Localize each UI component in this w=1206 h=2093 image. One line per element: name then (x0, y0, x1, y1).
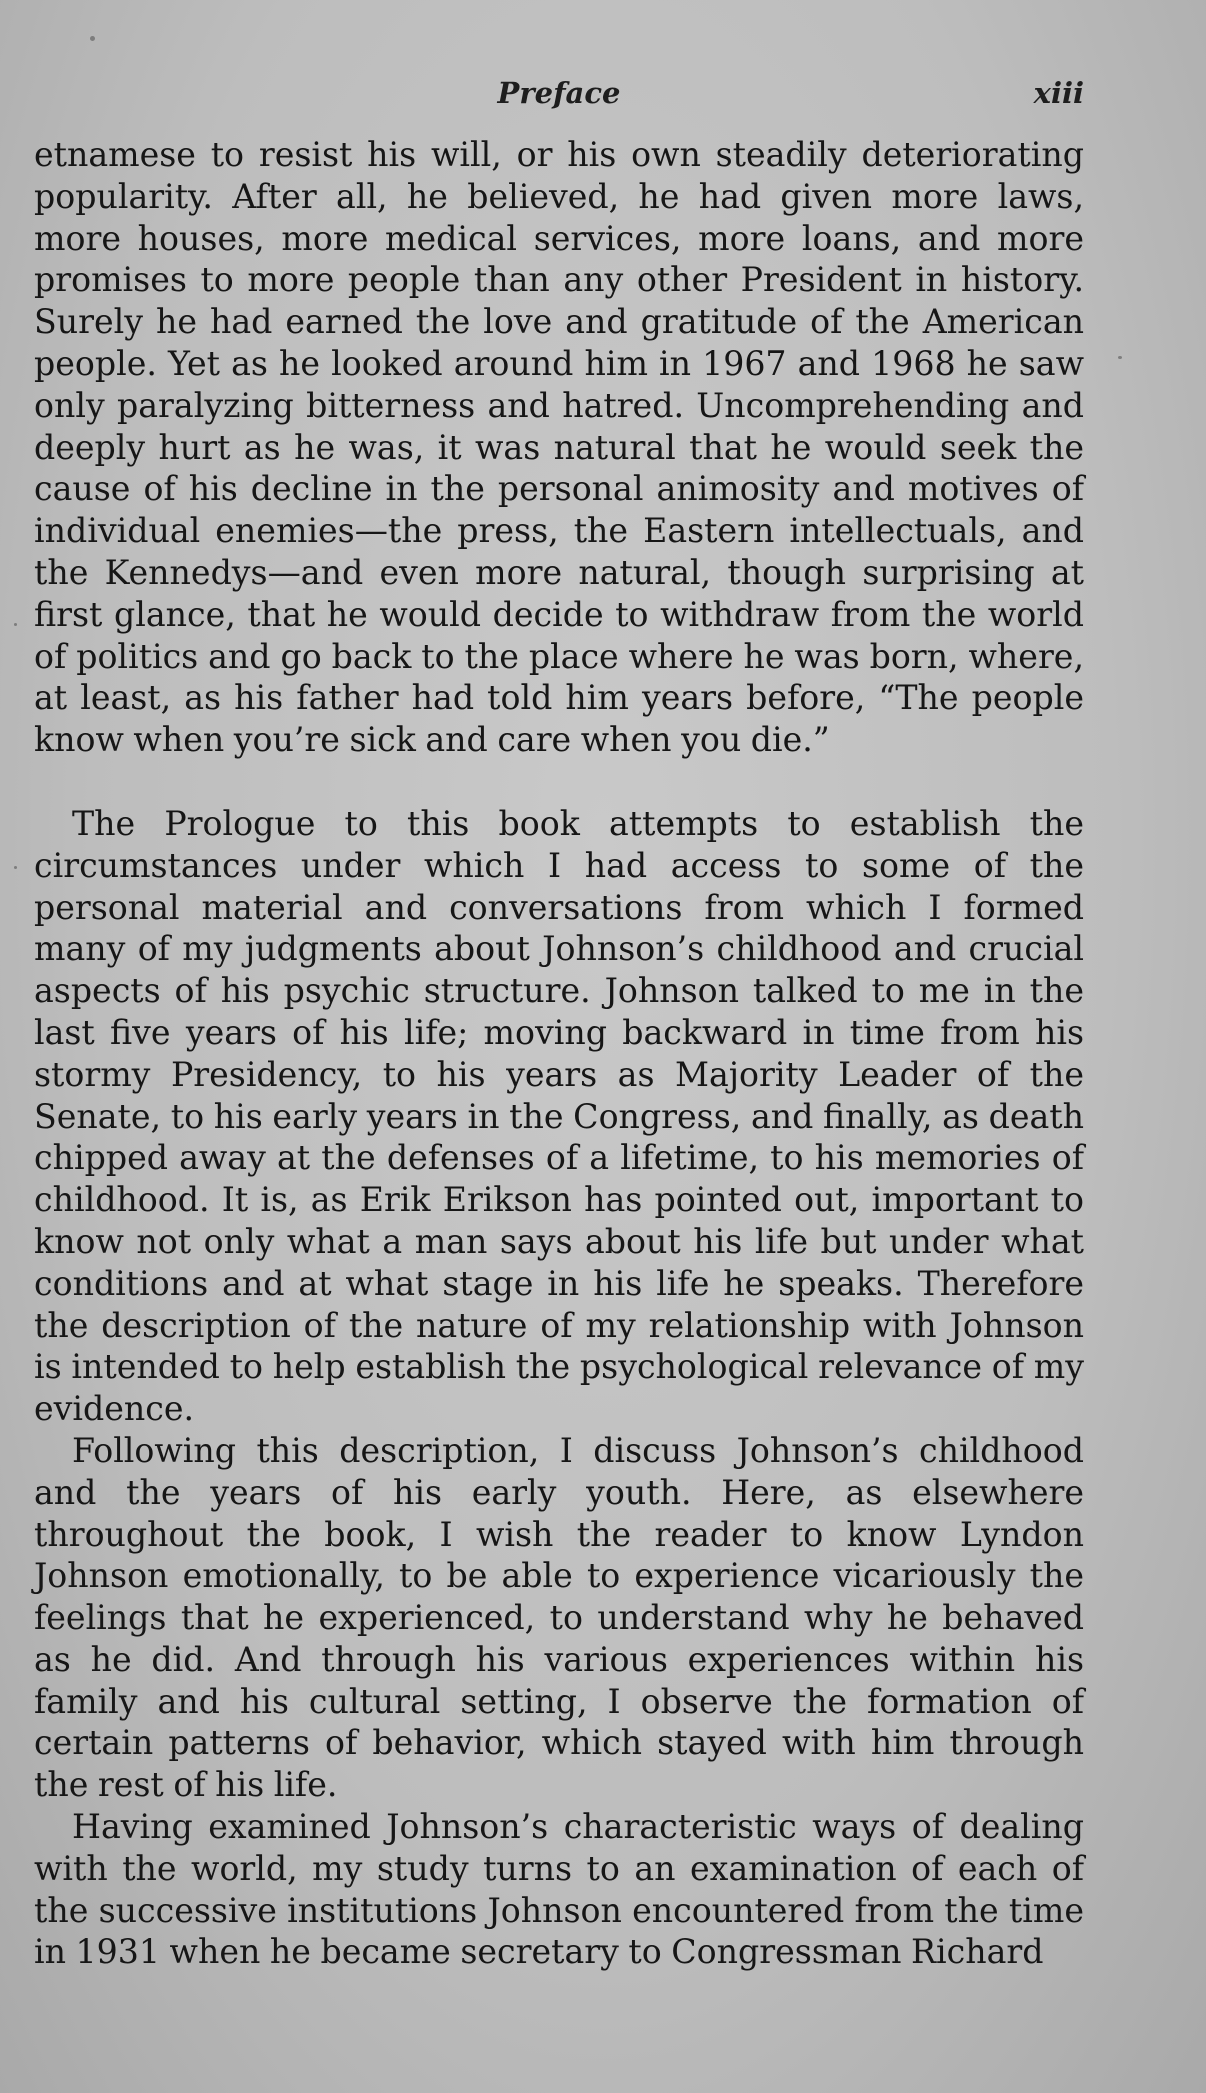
ink-speck (14, 623, 17, 626)
body-text (34, 134, 1084, 1973)
ink-speck (1118, 356, 1122, 359)
ink-speck (14, 866, 17, 869)
running-title: Preface (497, 76, 621, 110)
page-number: xiii (1033, 76, 1084, 110)
paragraph-continued: etnamese to resist his will, or his own steadily deteriorating popularity. After all, he believed, he had given more laws, more houses, more medical services, more loans, and more promises to more people than any other President in history. Surely he had earned the love and gratitude of the American people. Yet as he looked around him in 1967 and 1968 he saw only paralyzing bitterness and hatred. Uncomprehending and deeply hurt as he was, it was natural that he would seek the cause of his decline in the personal animosity and motives of individual enemies—the press, the Eastern intellectuals, and the Kennedys—and even more natural, though surprising at first glance, that he would decide to withdraw from the world of politics and go back to the place where he was born, where, at least, as his father had told him years before, “The people know when you’re sick and care when you die.” (34, 135, 1084, 760)
page-header (34, 76, 1084, 126)
paragraph-prologue: The Prologue to this book attempts to establish the circumstances under which I had access to some of the personal material and conversations from which I formed many of my judgments about Johnson’s childhood and crucial aspects of his psychic structure. Johnson talked to me in the last five years of his life; moving backward in time from his stormy Presidency, to his years as Majority Leader of the Senate, to his early years in the Congress, and finally, as death chipped away at the defenses of a lifetime, to his memories of childhood. It is, as Erik Erikson has pointed out, important to know not only what a man says about his life but under what conditions and at what stage in his life he speaks. Therefore the description of the nature of my relationship with Johnson is intended to help establish the psychological relevance of my evidence. (34, 803, 1084, 1429)
paragraph-institutions: Having examined Johnson’s characteristic ways of dealing with the world, my study turns to an examination of each of the successive institutions Johnson encountered from the time in 1931 when he became secretary to Congressman Richard (34, 1807, 1084, 1972)
ink-speck (90, 36, 95, 41)
section-gap (34, 761, 1084, 803)
paragraph-childhood: Following this description, I discuss Johnson’s childhood and the years of his early youth. Here, as elsewhere throughout the book, I wish the reader to know Lyndon Johnson emotionally, to be able to experience vicariously the feelings that he experienced, to understand why he behaved as he did. And through his various experiences within his family and his cultural setting, I observe the formation of certain patterns of behavior, which stayed with him through the rest of his life. (34, 1430, 1084, 1805)
